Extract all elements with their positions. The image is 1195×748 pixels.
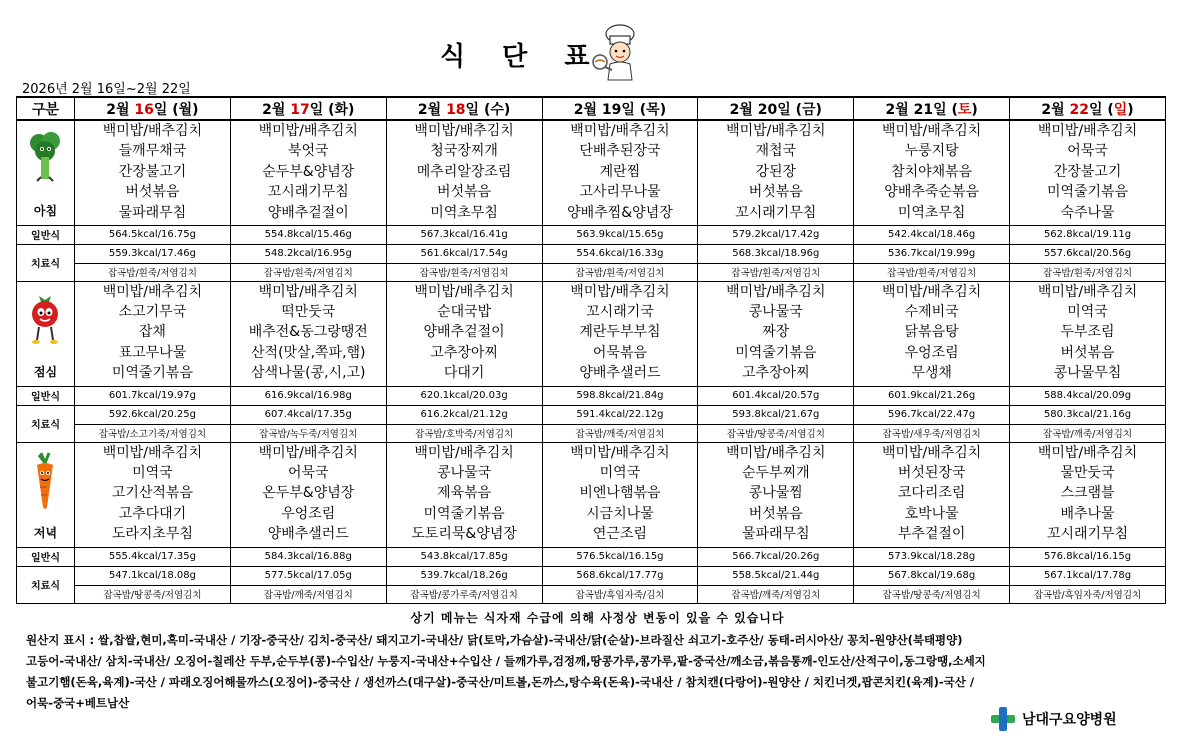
food-item: 백미밥/배추김치 [414, 283, 514, 300]
food-item: 짜장 [762, 324, 790, 341]
kcal-cell: 561.6kcal/17.54g [386, 244, 542, 263]
kcal-cell: 620.1kcal/20.03g [386, 386, 542, 405]
therapy-note-cell: 잡곡밥/흰죽/저염김치 [75, 263, 231, 281]
food-item: 백미밥/배추김치 [258, 283, 358, 300]
food-item: 도라지초무침 [111, 526, 193, 543]
food-item: 백미밥/배추김치 [570, 444, 670, 461]
food-item: 백미밥/배추김치 [881, 123, 982, 139]
food-item: 시금치나물 [586, 505, 654, 522]
day-prefix: 2월 [573, 101, 602, 118]
hospital-name: 남대구요양병원 [1022, 712, 1117, 728]
food-item: 콩나물국 [437, 464, 492, 481]
food-item: 고추다대기 [118, 505, 187, 522]
origin-line: 고등어-국내산/ 삼치-국내산/ 오징어-칠레산 두부,순두부(콩)-수입산/ 누룽지-국내산+수입산 / 들깨가루,검정깨,땅콩가루,콩가루,팥-중국산/깨소금,볶음통깨-인도산/산적구이,동그랑땡,소세지 [26, 654, 986, 668]
food-cell [230, 281, 386, 386]
therapy-label: 치료식 [17, 405, 75, 442]
origin-line: 어묵-중국+베트남산 [26, 696, 130, 710]
kcal-cell: 577.5kcal/17.05g [230, 566, 386, 585]
food-item: 강된장 [755, 163, 797, 180]
food-cell [854, 120, 1010, 225]
food-item: 배추전&동그랑땡전 [248, 324, 368, 341]
kcal-cell: 579.2kcal/17.42g [698, 225, 854, 244]
kcal-cell: 554.6kcal/16.33g [542, 244, 698, 263]
table-header-row [17, 97, 1166, 120]
food-item: 백미밥/배추김치 [570, 123, 670, 139]
day-suffix: 일 (수) [465, 101, 511, 118]
kcal-cell: 536.7kcal/19.99g [854, 244, 1010, 263]
food-item: 닭볶음탕 [904, 324, 959, 341]
food-item: 백미밥/배추김치 [102, 444, 203, 461]
day-suffix: 일 (일) [1088, 101, 1134, 118]
food-cell [698, 281, 854, 386]
food-item: 표고무나물 [118, 344, 187, 361]
therapy-note-cell: 잡곡밥/흑임자죽/김치 [542, 585, 698, 603]
food-item: 백미밥/배추김치 [881, 444, 982, 461]
kcal-cell: 539.7kcal/18.26g [386, 566, 542, 585]
food-item: 우엉조림 [904, 344, 959, 361]
general-label: 일반식 [17, 225, 75, 244]
day-num: 20 [757, 101, 778, 118]
day-num: 18 [446, 101, 466, 118]
therapy-note-row [17, 424, 1166, 442]
food-item: 꼬시래기무침 [735, 204, 817, 221]
general-kcal-row [17, 225, 1166, 244]
origin-info [26, 630, 1166, 714]
kcal-cell: 567.8kcal/19.68g [854, 566, 1010, 585]
food-item: 양배추샐러드 [579, 365, 661, 382]
meal-table [16, 96, 1166, 604]
food-item: 백미밥/배추김치 [1037, 123, 1138, 139]
kcal-cell: 601.4kcal/20.57g [698, 386, 854, 405]
food-cell [1010, 120, 1166, 225]
kcal-cell: 562.8kcal/19.11g [1010, 225, 1166, 244]
food-item: 두부조림 [1060, 324, 1115, 341]
kcal-cell: 592.6kcal/20.25g [75, 405, 231, 424]
therapy-note-cell: 잡곡밥/깨죽/저염김치 [230, 585, 386, 603]
origin-line: 원산지 표시 : 쌀,찹쌀,현미,흑미-국내산 / 기장-중국산/ 김치-중국산/ 돼지고기-국내산/ 닭(토막,가슴살)-국내산/닭(순살)-브라질산 쇠고기-호주산/ 동태-러시아산/ 꽁치-원양산(북태평양) [26, 633, 963, 647]
therapy-note-cell: 잡곡밥/흰죽/저염김치 [230, 263, 386, 281]
day-suffix: 일 (목) [621, 101, 667, 118]
day-prefix: 2월 [729, 101, 758, 118]
meal-label-cell [17, 442, 75, 547]
food-item: 꼬시래기국 [586, 303, 654, 320]
kcal-cell: 584.3kcal/16.88g [230, 547, 386, 566]
day-num: 16 [134, 101, 154, 118]
day-suffix: 일 (화) [309, 101, 355, 118]
food-item: 다대기 [443, 365, 485, 382]
hospital-cross-logo [990, 706, 1016, 732]
kcal-cell: 580.3kcal/21.16g [1010, 405, 1166, 424]
food-item: 고추장아찌 [430, 344, 498, 361]
food-item: 잡채 [138, 324, 166, 341]
therapy-note-cell: 잡곡밥/호박죽/저염김치 [386, 424, 542, 442]
therapy-note-cell: 잡곡밥/땅콩죽/저염김치 [854, 585, 1010, 603]
day-num: 19 [601, 101, 622, 118]
kcal-cell: 601.9kcal/21.26g [854, 386, 1010, 405]
food-item: 어묵국 [287, 464, 329, 481]
therapy-kcal-row [17, 405, 1166, 424]
day-prefix: 2월 [1041, 101, 1070, 118]
day-num: 17 [290, 101, 310, 118]
kcal-cell: 567.1kcal/17.78g [1010, 566, 1166, 585]
food-cell [698, 442, 854, 547]
therapy-note-row [17, 585, 1166, 603]
date-range: 2026년 2월 16일~2월 22일 [22, 82, 191, 97]
kcal-cell: 566.7kcal/20.26g [698, 547, 854, 566]
therapy-label: 치료식 [17, 566, 75, 603]
day-prefix: 2월 [417, 101, 447, 118]
food-item: 청국장찌개 [430, 143, 498, 160]
kcal-cell: 596.7kcal/22.47g [854, 405, 1010, 424]
food-cell [854, 281, 1010, 386]
food-item: 양배추죽순볶음 [884, 184, 979, 201]
food-cell [698, 120, 854, 225]
day-of-week: 토 [957, 101, 972, 118]
therapy-note-row [17, 263, 1166, 281]
food-item: 물파래무침 [741, 526, 810, 543]
food-item: 참치야채볶음 [891, 163, 973, 180]
meal-name: 아침 [33, 203, 58, 218]
food-cell [230, 120, 386, 225]
general-label: 일반식 [17, 547, 75, 566]
kcal-cell: 568.3kcal/18.96g [698, 244, 854, 263]
food-item: 숙주나물 [1060, 204, 1115, 221]
food-item: 양배추겉절이 [267, 204, 349, 221]
food-item: 순대국밥 [437, 303, 492, 320]
meal-name: 점심 [33, 364, 58, 379]
food-item: 미역줄기볶음 [1046, 184, 1129, 201]
kcal-cell: 576.5kcal/16.15g [542, 547, 698, 566]
food-item: 부추겉절이 [897, 526, 966, 543]
hospital-brand [990, 706, 1117, 732]
kcal-cell: 563.9kcal/15.65g [542, 225, 698, 244]
therapy-note-cell: 잡곡밥/흰죽/저염김치 [386, 263, 542, 281]
day-of-week: 일 [1113, 101, 1128, 118]
food-item: 떡만둣국 [281, 303, 336, 320]
food-cell [75, 281, 231, 386]
kcal-cell: 559.3kcal/17.46g [75, 244, 231, 263]
food-item: 간장불고기 [118, 163, 187, 180]
therapy-note-cell: 잡곡밥/녹두죽/저염김치 [230, 424, 386, 442]
food-cell [230, 442, 386, 547]
food-item: 미역국 [1067, 303, 1108, 320]
meal-label-cell [17, 120, 75, 225]
kcal-cell: 616.9kcal/16.98g [230, 386, 386, 405]
food-item: 제육볶음 [437, 485, 492, 502]
general-kcal-row [17, 386, 1166, 405]
food-item: 고기산적볶음 [111, 485, 193, 502]
food-item: 백미밥/배추김치 [881, 283, 982, 300]
food-item: 버섯볶음 [125, 184, 180, 201]
food-item: 연근조림 [592, 526, 647, 543]
day-header [1010, 97, 1166, 120]
food-item: 배추나물 [1060, 505, 1115, 522]
kcal-cell: 554.8kcal/15.46g [230, 225, 386, 244]
food-item: 우엉조림 [281, 505, 336, 522]
day-header [230, 97, 386, 120]
kcal-cell: 558.5kcal/21.44g [698, 566, 854, 585]
food-item: 꼬시래기무침 [267, 184, 349, 201]
change-notice: 상기 메뉴는 식자재 수급에 의해 사정상 변동이 있을 수 있습니다 [410, 611, 785, 625]
food-cell [1010, 442, 1166, 547]
kcal-cell: 542.4kcal/18.46g [854, 225, 1010, 244]
kcal-cell: 567.3kcal/16.41g [386, 225, 542, 244]
food-item: 메추리알장조림 [416, 163, 512, 180]
food-cell [542, 120, 698, 225]
food-item: 고사리무나물 [579, 184, 661, 201]
food-item: 계란두부부침 [579, 324, 661, 341]
kcal-cell: 564.5kcal/16.75g [75, 225, 231, 244]
food-item: 양배추샐러드 [267, 526, 349, 543]
day-header [75, 97, 231, 120]
food-cell [386, 281, 542, 386]
food-item: 백미밥/배추김치 [726, 283, 826, 300]
food-item: 미역초무침 [897, 204, 966, 221]
kcal-cell: 557.6kcal/20.56g [1010, 244, 1166, 263]
food-item: 버섯볶음 [748, 505, 803, 522]
food-item: 온두부&양념장 [262, 485, 355, 502]
food-item: 순두부찌개 [741, 464, 810, 481]
therapy-note-cell: 잡곡밥/깨죽/저염김치 [542, 424, 698, 442]
food-item: 양배추찜&양념장 [567, 204, 673, 221]
food-item: 소고기무국 [118, 303, 187, 320]
food-item: 백미밥/배추김치 [1037, 444, 1138, 461]
food-item: 버섯볶음 [1060, 344, 1115, 361]
therapy-note-cell: 잡곡밥/소고기죽/저염김치 [75, 424, 231, 442]
food-item: 백미밥/배추김치 [102, 283, 203, 300]
therapy-note-cell: 잡곡밥/콩가루죽/저염김치 [386, 585, 542, 603]
food-cell [542, 442, 698, 547]
food-row [17, 442, 1166, 547]
food-item: 미역줄기볶음 [111, 365, 193, 382]
food-item: 호박나물 [904, 505, 959, 522]
kcal-cell: 568.6kcal/17.77g [542, 566, 698, 585]
origin-line: 불고기햄(돈육,육계)-국산 / 파래오징어해물까스(오징어)-중국산 / 생선까스(대구살)-중국산/미트볼,돈까스,탕수육(돈육)-국내산 / 참치캔(다랑어)-원양산 / 치킨너겟,팝콘치킨(육계)-국산 / [26, 675, 975, 689]
therapy-note-cell: 잡곡밥/흰죽/저염김치 [698, 263, 854, 281]
day-header [542, 97, 698, 120]
food-cell [75, 120, 231, 225]
kcal-cell: 576.8kcal/16.15g [1010, 547, 1166, 566]
food-cell [75, 442, 231, 547]
food-item: 백미밥/배추김치 [726, 123, 826, 139]
food-item: 무생채 [911, 365, 952, 382]
food-item: 백미밥/배추김치 [414, 444, 514, 461]
food-item: 비엔나햄볶음 [579, 485, 661, 502]
gubun-header: 구분 [17, 97, 75, 120]
food-item: 스크램블 [1060, 485, 1115, 502]
food-item: 백미밥/배추김치 [258, 123, 358, 139]
food-item: 콩나물찜 [748, 485, 803, 502]
page-title: 식 단 표 [440, 42, 604, 72]
food-row [17, 281, 1166, 386]
therapy-note-cell: 잡곡밥/흑임자죽/저염김치 [1010, 585, 1166, 603]
food-item: 미역줄기볶음 [735, 344, 817, 361]
kcal-cell: 548.2kcal/16.95g [230, 244, 386, 263]
kcal-cell: 543.8kcal/17.85g [386, 547, 542, 566]
kcal-cell: 555.4kcal/17.35g [75, 547, 231, 566]
food-item: 어묵국 [1067, 143, 1108, 160]
day-prefix: 2월 [106, 101, 135, 118]
day-prefix: 2월 [262, 101, 291, 118]
food-item: 어묵볶음 [592, 344, 647, 361]
food-item: 계란찜 [599, 163, 641, 180]
day-header [698, 97, 854, 120]
kcal-cell: 573.9kcal/18.28g [854, 547, 1010, 566]
food-item: 북엇국 [287, 143, 329, 160]
food-item: 미역국 [599, 464, 641, 481]
food-item: 백미밥/배추김치 [1037, 283, 1138, 300]
kcal-cell: 598.8kcal/21.84g [542, 386, 698, 405]
day-header [854, 97, 1010, 120]
food-item: 미역줄기볶음 [423, 505, 505, 522]
food-item: 코다리조림 [897, 485, 966, 502]
therapy-note-cell: 잡곡밥/땅콩죽/저염김치 [698, 424, 854, 442]
food-item: 백미밥/배추김치 [414, 123, 514, 139]
food-item: 고추장아찌 [741, 365, 810, 382]
food-item: 콩나물국 [748, 303, 803, 320]
food-item: 백미밥/배추김치 [570, 283, 670, 300]
therapy-kcal-row [17, 244, 1166, 263]
food-item: 물파래무침 [118, 204, 187, 221]
food-item: 재첩국 [755, 143, 797, 160]
food-item: 수제비국 [904, 303, 959, 320]
therapy-note-cell: 잡곡밥/흰죽/저염김치 [542, 263, 698, 281]
kcal-cell: 547.1kcal/18.08g [75, 566, 231, 585]
food-item: 산적(맛살,쪽파,햄) [251, 344, 366, 361]
therapy-note-cell: 잡곡밥/새우죽/저염김치 [854, 424, 1010, 442]
meal-label-cell [17, 281, 75, 386]
food-item: 간장불고기 [1053, 163, 1122, 180]
general-label: 일반식 [17, 386, 75, 405]
day-suffix: 일 (토) [933, 101, 978, 118]
meal-name: 저녁 [33, 525, 58, 540]
kcal-cell: 593.8kcal/21.67g [698, 405, 854, 424]
therapy-note-cell: 잡곡밥/흰죽/저염김치 [1010, 263, 1166, 281]
day-num: 22 [1069, 101, 1089, 118]
food-item: 단배추된장국 [579, 143, 661, 160]
therapy-kcal-row [17, 566, 1166, 585]
therapy-label: 치료식 [17, 244, 75, 281]
food-cell [542, 281, 698, 386]
food-item: 버섯된장국 [897, 464, 966, 481]
food-item: 백미밥/배추김치 [258, 444, 358, 461]
food-cell [386, 442, 542, 547]
day-num: 21 [913, 101, 934, 118]
food-cell [1010, 281, 1166, 386]
food-row [17, 120, 1166, 225]
kcal-cell: 616.2kcal/21.12g [386, 405, 542, 424]
day-prefix: 2월 [885, 101, 914, 118]
chef-icon [588, 22, 648, 82]
day-suffix: 일 (월) [153, 101, 199, 118]
food-item: 꼬시래기무침 [1046, 526, 1129, 543]
food-item: 들깨무채국 [118, 143, 187, 160]
food-cell [386, 120, 542, 225]
food-item: 백미밥/배추김치 [102, 123, 203, 139]
general-kcal-row [17, 547, 1166, 566]
kcal-cell: 607.4kcal/17.35g [230, 405, 386, 424]
therapy-note-cell: 잡곡밥/깨죽/저염김치 [698, 585, 854, 603]
food-item: 순두부&양념장 [262, 163, 355, 180]
food-item: 버섯볶음 [748, 184, 803, 201]
food-item: 삼색나물(콩,시,고) [251, 365, 366, 382]
food-item: 도토리묵&양념장 [411, 526, 517, 543]
food-item: 미역초무침 [430, 204, 498, 221]
food-item: 누룽지탕 [904, 143, 959, 160]
food-item: 버섯볶음 [437, 184, 492, 201]
kcal-cell: 601.7kcal/19.97g [75, 386, 231, 405]
kcal-cell: 588.4kcal/20.09g [1010, 386, 1166, 405]
food-item: 백미밥/배추김치 [726, 444, 826, 461]
day-suffix: 일 (금) [777, 101, 822, 118]
food-item: 콩나물무침 [1053, 365, 1122, 382]
food-item: 양배추겉절이 [423, 324, 505, 341]
day-header [386, 97, 542, 120]
food-cell [854, 442, 1010, 547]
therapy-note-cell: 잡곡밥/깨죽/저염김치 [1010, 424, 1166, 442]
therapy-note-cell: 잡곡밥/흰죽/저염김치 [854, 263, 1010, 281]
therapy-note-cell: 잡곡밥/땅콩죽/저염김치 [75, 585, 231, 603]
kcal-cell: 591.4kcal/22.12g [542, 405, 698, 424]
food-item: 미역국 [132, 464, 173, 481]
food-item: 물만둣국 [1060, 464, 1115, 481]
